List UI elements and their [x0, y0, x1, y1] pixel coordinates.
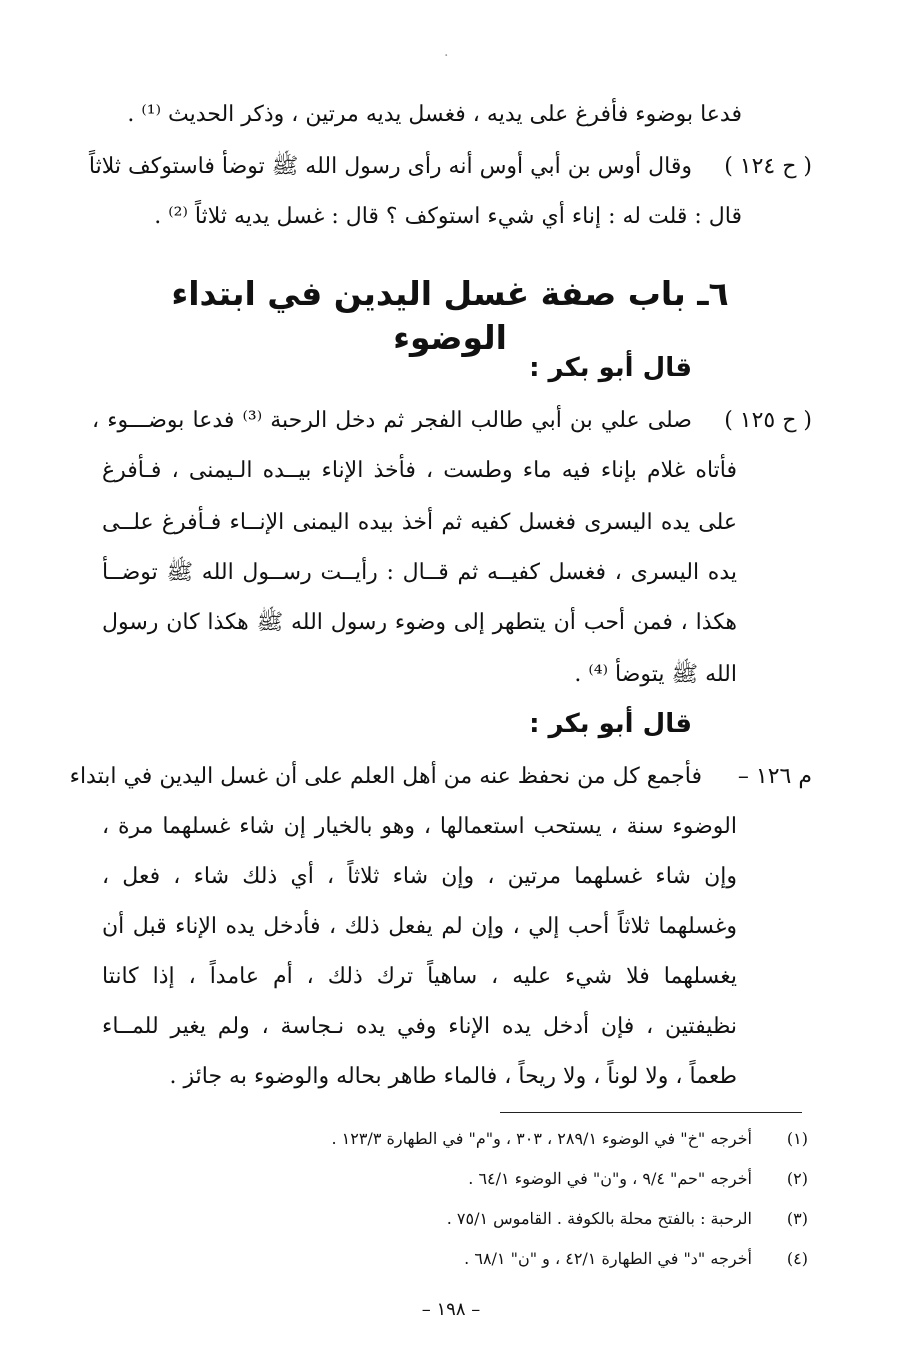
text-line: فدعا بوضوء فأفرغ على يديه ، فغسل يديه مرتين ، وذكر الحديث ⁽¹⁾ . [127, 102, 742, 127]
text-line: الوضوء سنة ، يستحب استعمالها ، وهو بالخيار إن شاء غسلهما مرة ، [102, 814, 737, 839]
masalah-number: م ١٢٦ – [737, 764, 812, 789]
text-line: على يده اليسرى فغسل كفيه ثم أخذ بيده اليمنى الإنــاء فـأفرغ علــى [102, 510, 737, 535]
text-line: فأتاه غلام بإناء فيه ماء وطست ، فأخذ الإناء بيــده الـيمنى ، فـأفرغ [102, 458, 737, 483]
text-line: وقال أوس بن أبي أوس أنه رأى رسول الله ﷺ توضأ فاستوكف ثلاثاً [88, 154, 692, 179]
footnote-number: (٢) [786, 1169, 808, 1188]
hadith-number: ( ح ١٢٥ ) [724, 408, 812, 433]
text-line: الله ﷺ يتوضأ ⁽⁴⁾ . [574, 662, 737, 687]
footnote-text: الرحبة : بالفتح محلة بالكوفة . القاموس ٧٥/١ . [446, 1209, 752, 1228]
footnote-separator [500, 1112, 802, 1113]
text-line: يده اليسرى ، فغسل كفيــه ثم قــال : رأيــت رســول الله ﷺ توضــأ [102, 560, 737, 585]
text-line: يغسلهما فلا شيء عليه ، ساهياً ترك ذلك ، أم عامداً ، إذا كانتا [102, 964, 737, 989]
footnote-number: (٣) [786, 1209, 808, 1228]
footnote-text: أخرجه "حم" ٩/٤ ، و"ن" في الوضوء ٦٤/١ . [468, 1169, 752, 1188]
abu-bakr-heading: قال أبو بكر : [529, 353, 692, 383]
text-line: نظيفتين ، فإن أدخل يده الإناء وفي يده نـجاسة ، ولم يغير للمــاء [102, 1014, 737, 1039]
text-line: طعماً ، ولا لوناً ، ولا ريحاً ، فالماء طاهر بحاله والوضوء به جائز . [169, 1064, 737, 1089]
abu-bakr-heading: قال أبو بكر : [529, 709, 692, 739]
text-line: فأجمع كل من نحفظ عنه من أهل العلم على أن غسل اليدين في ابتداء [69, 764, 702, 789]
page-number: – ١٩٨ – [421, 1299, 481, 1320]
text-line: قال : قلت له : إناء أي شيء استوكف ؟ قال : غسل يديه ثلاثاً ⁽²⁾ . [154, 204, 742, 229]
footnote-text: أخرجه "خ" في الوضوء ٢٨٩/١ ، ٣٠٣ ، و"م" في الطهارة ١٢٣/٣ . [331, 1129, 752, 1148]
text-line: هكذا ، فمن أحب أن يتطهر إلى وضوء رسول الله ﷺ هكذا كان رسول [102, 610, 737, 635]
text-line: وإن شاء غسلهما مرتين ، وإن شاء ثلاثاً ، أي ذلك شاء ، فعل ، [102, 864, 737, 889]
chapter-heading: ٦ـ باب صفة غسل اليدين في ابتداء الوضوء [171, 274, 729, 357]
text-line: وغسلهما ثلاثاً أحب إلي ، وإن لم يفعل ذلك ، فأدخل يده الإناء قبل أن [102, 914, 737, 939]
text-line: صلى علي بن أبي طالب الفجر ثم دخل الرحبة ⁽³⁾ فدعا بوضـــوء ، [92, 408, 692, 433]
footnote-number: (١) [786, 1129, 808, 1148]
footnote-number: (٤) [786, 1249, 808, 1268]
header-mark: . [444, 44, 449, 60]
footnote-text: أخرجه "د" في الطهارة ٤٢/١ ، و "ن" ٦٨/١ . [464, 1249, 752, 1268]
hadith-number: ( ح ١٢٤ ) [724, 154, 812, 179]
